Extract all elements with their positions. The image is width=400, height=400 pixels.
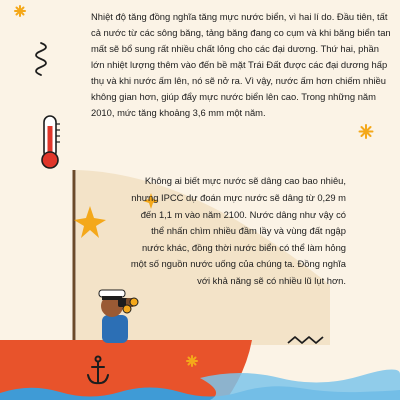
sparkle-doodle-icon [15, 6, 25, 16]
thermometer-icon [42, 116, 60, 168]
paragraph-ipcc-prediction: Không ai biết mực nước sẽ dâng cao bao nhiêu, nhưng IPCC dự đoán mực nước sẽ dâng từ 0,29 m đến 1,1 m vào năm 2100. Nước dâng như vậy có thể nhấn chìm nhiều đầm lầy và vùng đất ngập nước khác, đồng thời nước biển có thể làm hỏng một số nguồn nước uống của chúng ta. Đồng nghĩa với khả năng sẽ có nhiều lũ lụt hơn. [130, 175, 346, 286]
squiggle-icon [36, 43, 46, 75]
sea-light [200, 369, 400, 400]
paragraph-sea-level-rise: Nhiệt độ tăng đồng nghĩa tăng mực nước biển, vì hai lí do. Đầu tiên, tất cả nước từ các sông băng, tảng băng đang co cụm và khi băng biển tan mất sẽ bổ sung rất nhiều chất lỏng cho các đại dương. Thứ hai, phần lớn nhiệt lượng thêm vào đến bề mặt Trái Đất được các đại dương hấp thụ và khi nước ấm lên, nó sẽ nở ra. Vì vậy, nước ấm hơn chiếm nhiều không gian hơn, giúp đẩy mực nước biển lên cao. Trong những năm 2010, mức tăng khoảng 3,6 mm một năm. [91, 11, 391, 119]
asterisk-icon [360, 125, 373, 138]
asterisk-small-icon [187, 356, 197, 366]
